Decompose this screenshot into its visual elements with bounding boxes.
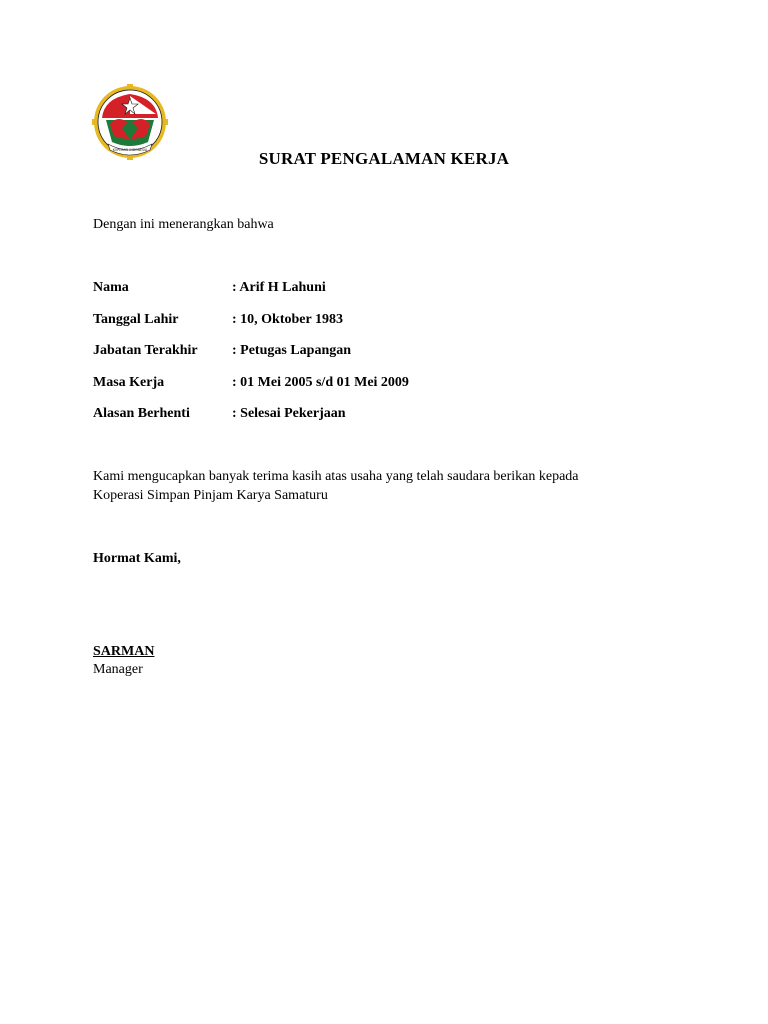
field-label: Alasan Berhenti [93,406,190,421]
field-label: Jabatan Terakhir [93,343,198,358]
field-value: : 10, Oktober 1983 [232,311,343,327]
logo-lettering: KOPERASI INDONESIA [112,148,148,152]
field-label: Tanggal Lahir [93,311,179,327]
thanks-paragraph [93,467,673,505]
thanks-line: Koperasi Simpan Pinjam Karya Samaturu [93,488,328,503]
field-value: : Petugas Lapangan [232,343,352,358]
field-value: : Arif H Lahuni [232,280,326,295]
document-title: SURAT PENGALAMAN KERJA [258,149,510,168]
closing-salutation: Hormat Kami, [93,551,181,566]
intro-text: Dengan ini menerangkan bahwa [93,217,274,232]
signer-title: Manager [93,662,143,677]
thanks-line: Kami mengucapkan banyak terima kasih atas usaha yang telah saudara berikan kepada [93,469,579,484]
field-value: : Selesai Pekerjaan [232,406,346,421]
field-value: : 01 Mei 2005 s/d 01 Mei 2009 [232,374,409,390]
signer-name: SARMAN [93,644,155,659]
field-label: Nama [93,280,129,295]
field-label: Masa Kerja [93,374,165,390]
